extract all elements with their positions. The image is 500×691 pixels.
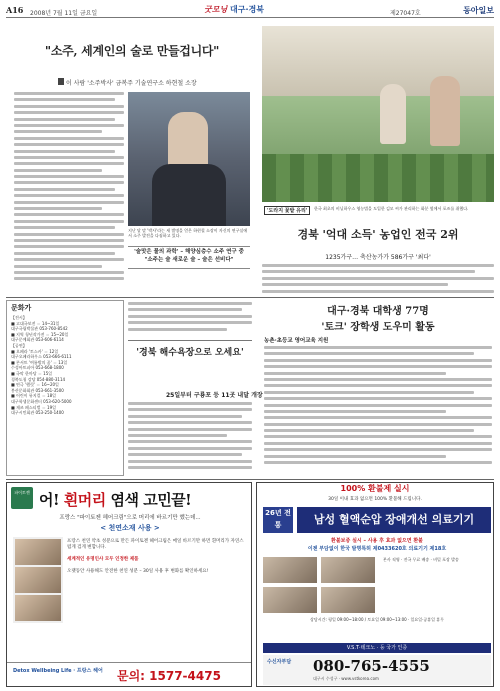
lead-body-text [14,92,124,284]
quote-rule-bottom [128,268,250,269]
list-item: 【공연】 [11,342,27,348]
univ-subhead: 농촌·초등교 영어교육 지원 [264,338,329,344]
list-item: ■ 콘서트 '여름밤의 꿈' ＝ 13일 [11,359,68,365]
list-item: 봉산문화회관 053-661-3500 [11,387,64,393]
medical-device-advertisement [256,482,494,687]
photo-tag: '도라지 꽃밭 유리' [264,206,310,215]
ad2-phone-number: 080-765-4555 [313,657,430,675]
pull-quote-line-1: '술맛은 물의 과학' – 해양심층수 소주 연구 중 [134,249,244,255]
univ-body-text [264,346,492,467]
product-photo [321,587,375,613]
product-photo [263,557,317,583]
feature-subhead: 1235가구… 축산농가가 586가구 '최다' [325,254,431,261]
feature-photo-caption: 한국 최초의 비닐하우스 영농법을 도입한 김모 씨가 관리하는 화분 옆에서 포즈를 취했다. [314,206,469,211]
ad1-natural-tag: < 천연소재 사용 > [100,524,160,532]
culture-items [11,315,121,416]
ad2-info-text: 본사 직영 · 전국 무료 배송 · 비밀 포장 발송 [383,557,459,562]
ad1-brand: Detox Wellbeing Life · 프랑스 헤어 [13,668,103,674]
ad2-phone-box [263,655,491,685]
beach-notice-subtitle: 25일부터 구룡포 등 11곳 내달 개장 [166,392,263,399]
ad-divider [6,479,494,480]
feature-body-text [262,264,494,296]
lead-article [6,26,256,296]
lead-headline: "소주, 세계인의 술로 만들겁니다" [44,44,220,58]
list-item: 경북도청 강당 054-880-3114 [11,376,66,382]
ad2-red-line: 환불보증 실시 – 사용 후 효과 없으면 환불 [331,538,423,544]
section-name: 대구·경북 [229,5,264,14]
ad2-address: 대구시 수성구 · www.vstkorea.com [313,676,379,681]
lead-byline: 이 사람 '소주박사' 금복주 기술연구소 하현철 소장 [66,80,197,87]
feature-headline: 경북 '억대 소득' 농업인 전국 2위 [297,228,459,241]
list-item: ■ 지역 청년작가전 ＝ 15~20일 [11,331,69,337]
ad1-phone: 문의: 1577-4475 [117,669,221,683]
ad1-headline-pre: 어! [39,491,64,509]
ad1-subline: 프랑스 "파이토젠 헤어크림"으로 머리에 바르기만 했는데... [59,515,201,521]
culture-listings [6,300,124,476]
hair-dye-advertisement [6,482,252,687]
ad2-cert-banner: V.S.T·테크노 · 등 국가 인증 [263,643,491,653]
ad2-hours: 상담시간: 평일 09:00~18:00 / 토요일 09:00~13:00 · 일요일·공휴일 휴무 [310,617,444,622]
pull-quote-line-2: "소주는 술 새로운 술 – 술은 선비다" [144,257,234,263]
university-article [262,298,494,476]
ad2-headline: 남성 혈액순압 장애개선 의료기기 [297,507,491,533]
person-icon [58,78,64,85]
quote-rule-top [128,246,250,247]
feature-photo [262,26,494,202]
lead-pull-quote [128,248,250,264]
univ-headline: 대구·경북 대학생 77명 [327,306,429,317]
list-item: ■ 국악 한마당 ＝ 15일 [11,370,53,376]
portrait-suit [152,164,226,226]
newspaper-logo: 동아일보 [463,5,494,15]
ad1-headline-post: 염색 고민끝! [105,491,192,509]
page-number: A16 [6,5,24,15]
list-item: 수성아트피아 053-668-1800 [11,365,64,371]
flower-pots [262,154,494,202]
issue-number: 제27047호 [390,10,421,17]
lead-photo [128,92,250,226]
section-logo: 굿모닝 [204,4,228,14]
page-header [6,4,494,18]
ad1-product-photos [13,537,63,623]
ad1-body-highlight: 세계적인 유명인사 모두 인정한 제품 [67,557,139,562]
list-item: 대구오페라하우스 053-666-6111 [11,354,72,360]
beach-notice-text [128,402,252,472]
ad1-headline-red: 흰머리 [63,491,106,509]
list-item: 【전시】 [11,315,27,320]
newspaper-page [6,4,494,687]
list-item: ■ 연극 '햄릿' ＝ 16~20일 [11,382,59,388]
list-item: 대구시민회관 053-250-1400 [11,410,64,416]
list-item: 대구국립박물관 053-760-8542 [11,326,68,332]
list-item: 대구학생문화센터 053-620-5000 [11,398,72,404]
ad1-headline [39,489,191,510]
product-photo [321,557,375,583]
feature-article [262,26,494,296]
ad2-blue-line: 이젠 부담없이 한국 발명특허 제0433620호 의료기기 제18호 [307,546,447,552]
product-photo [15,567,61,593]
product-badge: 파이토젠 [11,487,33,509]
issue-date: 2008년 7월 11일 금요일 [30,10,98,17]
list-item: ■ 재즈 페스티벌 ＝ 19일 [11,404,57,410]
farmer-figure-1 [380,84,406,144]
ad2-phone-label: 수신자부담 [267,659,292,665]
list-item: 대구문예회관 053-606-6114 [11,337,64,343]
list-item: ■ 고대국보전 ＝ 14~31일 [11,320,60,326]
product-photo [15,595,61,621]
beach-notice-headline: '경북 해수욕장으로 오세요' [136,348,244,358]
section-title [204,4,264,15]
list-item: ■ 어린이 뮤지컬 ＝ 18일 [11,393,57,399]
ad2-year-badge: 26년 전통 [263,507,293,533]
product-photo [263,587,317,613]
ad1-body [67,539,247,575]
culture-title: 문화가 [11,304,32,312]
beach-notice [128,340,252,370]
list-item: ■ 오페라 '토스카' ＝ 12일 [11,348,59,354]
portrait-figure [168,112,208,172]
univ-headline-2: '토크' 장학생 도우미 활동 [321,322,435,333]
farmer-figure-2 [430,76,460,146]
product-photo [15,539,61,565]
middle-body-text [128,302,252,334]
ad1-body-para: 오랫동안 사용해도 안전한 천연 성분 – 30일 사용 후 변화를 확인하세요! [67,569,209,574]
lead-photo-caption: 지난 달 말 '박사'라는 새 별명을 얻은 하현철 소장이 자신의 연구실에서 소주 발전을 다짐하고 있다. [128,228,248,238]
ad1-footer [7,662,251,686]
ad2-refund-banner: 100% 환불제 실시 [257,483,493,497]
ad1-body-para: 프랑스 천연 약초 성분으로 만든 파이토젠 헤어크림은 매일 바르기만 하면 흰머리가 자연스럽게 검게 변합니다. [67,539,244,550]
ad2-product-grid [263,557,491,613]
ad2-refund-sub: 30일 이내 효과 없으면 100% 환불해 드립니다. [328,497,422,502]
